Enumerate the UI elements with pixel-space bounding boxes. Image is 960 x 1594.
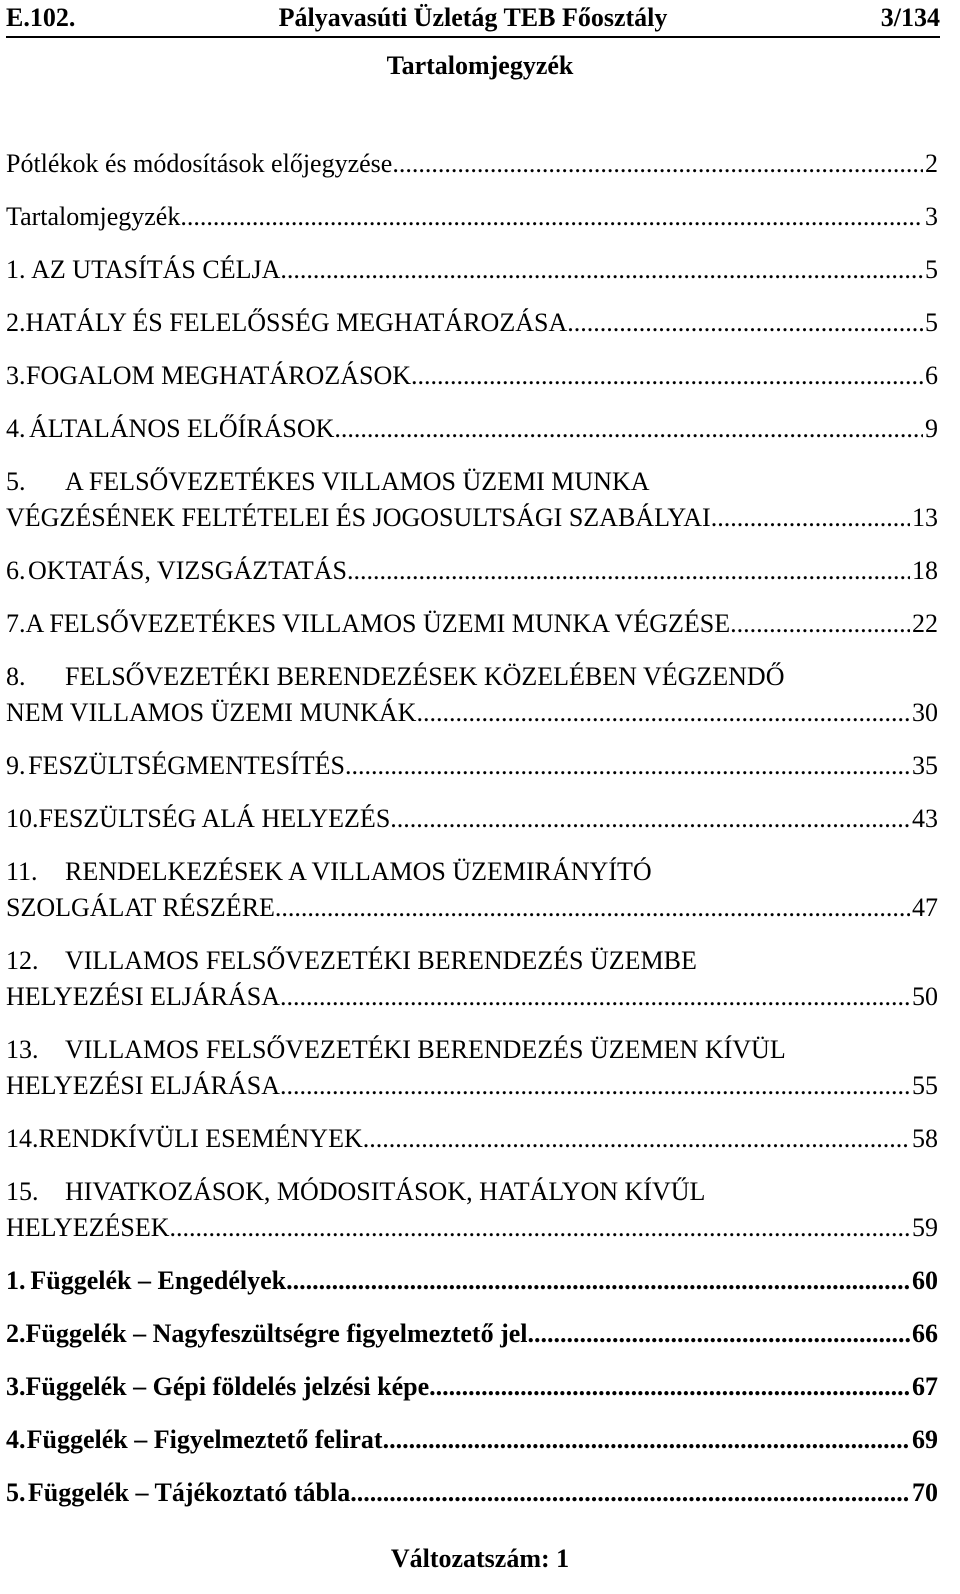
toc-entry-page: 18 (912, 556, 938, 585)
toc-entry-number: 8. (6, 662, 26, 691)
toc-entry[interactable] (6, 1121, 938, 1157)
toc-entry-number: 1. (6, 1266, 26, 1295)
page-title: Tartalomjegyzék (386, 51, 574, 80)
toc-entry-page: 6 (925, 361, 938, 390)
toc-entry-title-line1: FELSŐVEZETÉKI BERENDEZÉSEK KÖZELÉBEN VÉGZENDŐ (65, 662, 785, 691)
toc-entry-page: 66 (912, 1319, 938, 1348)
toc-entry-number: 3. (6, 361, 26, 390)
toc-entry-page: 3 (925, 202, 938, 231)
toc-entry-title-line1: RENDELKEZÉSEK A VILLAMOS ÜZEMIRÁNYÍTÓ (65, 857, 652, 886)
toc-entry-page: 43 (912, 804, 938, 833)
toc-entry-title: VÉGZÉSÉNEK FELTÉTELEI ÉS JOGOSULTSÁGI SZABÁLYAI (6, 503, 711, 532)
toc-entry[interactable] (6, 1032, 938, 1104)
toc-entry-title: SZOLGÁLAT RÉSZÉRE (6, 893, 275, 922)
version-footer: Változatszám: 1 (390, 1544, 570, 1573)
toc-entry-number: 3. (6, 1372, 26, 1401)
toc-entry-title: FOGALOM MEGHATÁROZÁSOK (26, 361, 411, 390)
toc-entry-title-line1: A FELSŐVEZETÉKES VILLAMOS ÜZEMI MUNKA (65, 467, 650, 496)
toc-entry-title: A FELSŐVEZETÉKES VILLAMOS ÜZEMI MUNKA VÉGZÉSE (25, 609, 731, 638)
toc-entry-page: 59 (912, 1213, 938, 1242)
toc-entry[interactable] (6, 748, 938, 784)
toc-entry-number: 10. (6, 804, 39, 833)
toc-entry-number: 4. (6, 1425, 26, 1454)
toc-entry-number: 6. (6, 556, 26, 585)
toc-entry-page: 58 (912, 1124, 938, 1153)
toc-entry-title: RENDKÍVÜLI ESEMÉNYEK (38, 1124, 363, 1153)
toc-entry-number: 9. (6, 751, 26, 780)
toc-entry[interactable] (6, 553, 938, 589)
page-header (6, 0, 940, 38)
toc-entry-page: 2 (925, 149, 938, 178)
toc-entry-title: OKTATÁS, VIZSGÁZTATÁS (28, 556, 347, 585)
toc-entry-title-line1: VILLAMOS FELSŐVEZETÉKI BERENDEZÉS ÜZEMBE (65, 946, 697, 975)
toc-entry-page: 5 (925, 308, 938, 337)
toc-entry-title: Függelék – Nagyfeszültségre figyelmeztető jel (25, 1319, 528, 1348)
toc-entry[interactable] (6, 854, 938, 926)
toc-entry[interactable] (6, 606, 938, 642)
toc-entry[interactable] (6, 943, 938, 1015)
toc-entry-number: 7. (6, 609, 26, 638)
toc-entry[interactable] (6, 199, 938, 235)
toc-entry-title-line1: HIVATKOZÁSOK, MÓDOSITÁSOK, HATÁLYON KÍVŰL (65, 1177, 706, 1206)
toc-entry[interactable] (6, 1174, 938, 1246)
toc-entry-appendix[interactable] (6, 1369, 938, 1405)
document-code: E.102. (6, 3, 76, 32)
organization-name: Pályavasúti Üzletág TEB Főosztály (278, 3, 668, 32)
toc-entry-number: 14. (6, 1124, 39, 1153)
toc-entry[interactable] (6, 358, 938, 394)
toc-entry-number: 15. (6, 1177, 39, 1206)
toc-entry-number: 12. (6, 946, 39, 975)
toc-entry[interactable] (6, 252, 938, 288)
toc-entry-title: FESZÜLTSÉG ALÁ HELYEZÉS (38, 804, 391, 833)
toc-entry-page: 47 (912, 893, 938, 922)
toc-entry-title-line1: VILLAMOS FELSŐVEZETÉKI BERENDEZÉS ÜZEMEN KÍVÜL (65, 1035, 786, 1064)
toc-entry-number: 2. (6, 1319, 26, 1348)
toc-entry-number: 5. (6, 1478, 26, 1507)
toc-entry-title: HELYEZÉSI ELJÁRÁSA (6, 1071, 280, 1100)
toc-entry-number: 1. (6, 255, 26, 284)
toc-entry-page: 55 (912, 1071, 938, 1100)
toc-entry[interactable] (6, 659, 938, 731)
toc-entry-number: 2. (6, 308, 26, 337)
toc-entry-page: 5 (925, 255, 938, 284)
toc-entry-title: Függelék – Engedélyek (30, 1266, 287, 1295)
toc-entry-title: HELYEZÉSI ELJÁRÁSA (6, 982, 280, 1011)
page-number: 3/134 (880, 3, 940, 32)
toc-entry-page: 70 (912, 1478, 938, 1507)
toc-entry-number: 5. (6, 467, 26, 496)
toc-entry-title: NEM VILLAMOS ÜZEMI MUNKÁK (6, 698, 417, 727)
toc-entry[interactable] (6, 411, 938, 447)
toc-entry-title: FESZÜLTSÉGMENTESÍTÉS (28, 751, 345, 780)
toc-entry-page: 9 (925, 414, 938, 443)
toc-entry-title: Függelék – Figyelmeztető felirat (26, 1425, 383, 1454)
toc-entry-title: Pótlékok és módosítások előjegyzése (6, 149, 393, 178)
toc-entry-title: HATÁLY ÉS FELELŐSSÉG MEGHATÁROZÁSA (25, 308, 568, 337)
toc-entry-number: 4. (6, 414, 26, 443)
toc-entry[interactable] (6, 464, 938, 536)
toc-entry-title: Tartalomjegyzék (6, 202, 181, 231)
toc-entry-number: 13. (6, 1035, 39, 1064)
toc-entry-page: 13 (912, 503, 938, 532)
toc-entry-title: Függelék – Gépi földelés jelzési képe (25, 1372, 430, 1401)
toc-entry-appendix[interactable] (6, 1422, 938, 1458)
toc-entry-title: AZ UTASÍTÁS CÉLJA (31, 255, 281, 284)
toc-entry[interactable] (6, 801, 938, 837)
toc-entry-page: 69 (912, 1425, 938, 1454)
toc-entry[interactable] (6, 305, 938, 341)
toc-entry-appendix[interactable] (6, 1316, 938, 1352)
toc-entry-page: 30 (912, 698, 938, 727)
toc-entry[interactable] (6, 146, 938, 182)
toc-entry-title: HELYEZÉSEK (6, 1213, 170, 1242)
toc-entry-title: ÁLTALÁNOS ELŐÍRÁSOK (29, 414, 335, 443)
toc-entry-number: 11. (6, 857, 38, 886)
toc-entry-page: 35 (912, 751, 938, 780)
toc-entry-page: 50 (912, 982, 938, 1011)
toc-entry-page: 60 (912, 1266, 938, 1295)
toc-entry-appendix[interactable] (6, 1475, 938, 1511)
toc-entry-page: 67 (912, 1372, 938, 1401)
toc-entry-appendix[interactable] (6, 1263, 938, 1299)
toc-entry-title: Függelék – Tájékoztató tábla (27, 1478, 351, 1507)
toc-entry-page: 22 (912, 609, 938, 638)
table-of-contents (6, 146, 938, 1528)
